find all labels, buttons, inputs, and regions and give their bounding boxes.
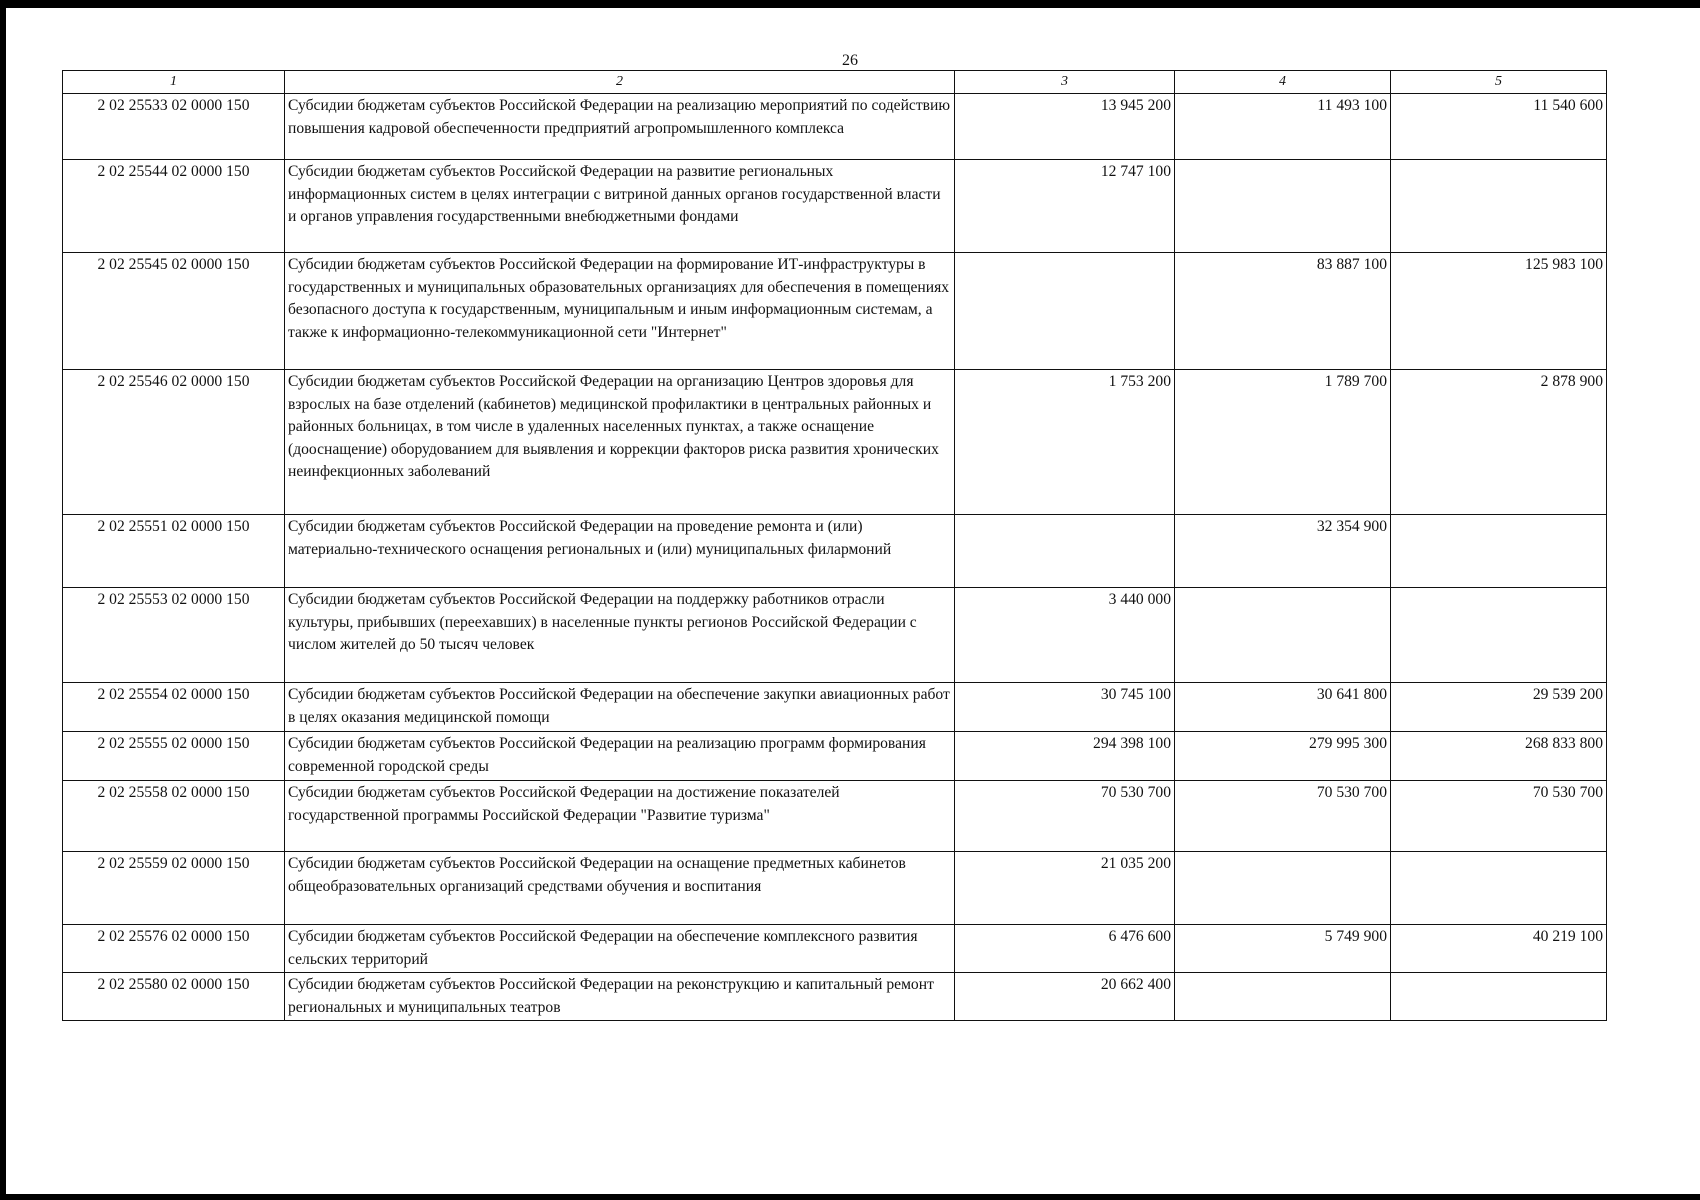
row-value-col3: 294 398 100	[955, 732, 1175, 781]
table-row	[63, 94, 1607, 160]
row-name: Субсидии бюджетам субъектов Российской Федерации на реализацию мероприятий по содействию повышения кадровой обеспеченности предприятий агропромышленного комплекса	[285, 94, 955, 160]
row-value-col5: 125 983 100	[1391, 253, 1607, 370]
row-code: 2 02 25551 02 0000 150	[63, 515, 285, 588]
page-number: 26	[842, 52, 858, 69]
table-row	[63, 973, 1607, 1021]
scan-border-top	[0, 0, 1700, 8]
table-header-row	[63, 71, 1607, 94]
row-value-col3: 3 440 000	[955, 588, 1175, 683]
row-value-col3: 30 745 100	[955, 683, 1175, 732]
table-row	[63, 160, 1607, 253]
row-value-col3: 12 747 100	[955, 160, 1175, 253]
row-value-col4	[1175, 852, 1391, 925]
row-value-col5	[1391, 515, 1607, 588]
row-value-col4: 1 789 700	[1175, 370, 1391, 515]
row-value-col4	[1175, 588, 1391, 683]
row-code: 2 02 25580 02 0000 150	[63, 973, 285, 1021]
row-value-col3: 20 662 400	[955, 973, 1175, 1021]
row-value-col5	[1391, 588, 1607, 683]
table-row	[63, 253, 1607, 370]
row-value-col5: 70 530 700	[1391, 781, 1607, 852]
table-row	[63, 370, 1607, 515]
row-name: Субсидии бюджетам субъектов Российской Федерации на реализацию программ формирования современной городской среды	[285, 732, 955, 781]
row-value-col4: 279 995 300	[1175, 732, 1391, 781]
row-value-col5: 268 833 800	[1391, 732, 1607, 781]
row-value-col3: 1 753 200	[955, 370, 1175, 515]
table-row	[63, 515, 1607, 588]
scan-border-left	[0, 0, 6, 1200]
row-code: 2 02 25555 02 0000 150	[63, 732, 285, 781]
column-header-4: 4	[1175, 71, 1391, 94]
column-header-5: 5	[1391, 71, 1607, 94]
row-value-col4	[1175, 973, 1391, 1021]
row-value-col3: 21 035 200	[955, 852, 1175, 925]
scan-border-bottom	[0, 1194, 1700, 1200]
row-value-col5: 11 540 600	[1391, 94, 1607, 160]
row-value-col3	[955, 515, 1175, 588]
row-code: 2 02 25545 02 0000 150	[63, 253, 285, 370]
row-code: 2 02 25544 02 0000 150	[63, 160, 285, 253]
row-name: Субсидии бюджетам субъектов Российской Федерации на реконструкцию и капитальный ремонт региональных и муниципальных театров	[285, 973, 955, 1021]
row-value-col3	[955, 253, 1175, 370]
row-name: Субсидии бюджетам субъектов Российской Федерации на обеспечение закупки авиационных работ в целях оказания медицинской помощи	[285, 683, 955, 732]
row-name: Субсидии бюджетам субъектов Российской Федерации на достижение показателей государственной программы Российской Федерации "Развитие туризма"	[285, 781, 955, 852]
column-header-3: 3	[955, 71, 1175, 94]
row-name: Субсидии бюджетам субъектов Российской Федерации на проведение ремонта и (или) материально-технического оснащения региональных и (или) муниципальных филармоний	[285, 515, 955, 588]
row-value-col4: 5 749 900	[1175, 925, 1391, 973]
table-row	[63, 781, 1607, 852]
row-value-col4: 32 354 900	[1175, 515, 1391, 588]
row-code: 2 02 25558 02 0000 150	[63, 781, 285, 852]
row-value-col5: 29 539 200	[1391, 683, 1607, 732]
row-value-col4: 30 641 800	[1175, 683, 1391, 732]
row-name: Субсидии бюджетам субъектов Российской Федерации на развитие региональных информационных систем в целях интеграции с витриной данных органов государственной власти и органов управления государственными внебюджетными фондами	[285, 160, 955, 253]
row-value-col4	[1175, 160, 1391, 253]
row-value-col5: 2 878 900	[1391, 370, 1607, 515]
row-code: 2 02 25533 02 0000 150	[63, 94, 285, 160]
row-name: Субсидии бюджетам субъектов Российской Федерации на оснащение предметных кабинетов общеобразовательных организаций средствами обучения и воспитания	[285, 852, 955, 925]
row-value-col4: 70 530 700	[1175, 781, 1391, 852]
row-name: Субсидии бюджетам субъектов Российской Федерации на обеспечение комплексного развития сельских территорий	[285, 925, 955, 973]
column-header-1: 1	[63, 71, 285, 94]
row-code: 2 02 25554 02 0000 150	[63, 683, 285, 732]
table-row	[63, 852, 1607, 925]
row-code: 2 02 25546 02 0000 150	[63, 370, 285, 515]
row-value-col5	[1391, 973, 1607, 1021]
row-value-col5: 40 219 100	[1391, 925, 1607, 973]
row-value-col4: 83 887 100	[1175, 253, 1391, 370]
row-name: Субсидии бюджетам субъектов Российской Федерации на формирование ИТ-инфраструктуры в государственных и муниципальных образовательных организациях для обеспечения в помещениях безопасного доступа к государственным, муниципальным и иным информационным системам, а также к информационно-телекоммуникационной сети "Интернет"	[285, 253, 955, 370]
subsidies-table	[62, 70, 1607, 1021]
row-value-col5	[1391, 852, 1607, 925]
row-value-col3: 70 530 700	[955, 781, 1175, 852]
column-header-2: 2	[285, 71, 955, 94]
table-row	[63, 683, 1607, 732]
row-value-col4: 11 493 100	[1175, 94, 1391, 160]
row-code: 2 02 25559 02 0000 150	[63, 852, 285, 925]
row-name: Субсидии бюджетам субъектов Российской Федерации на организацию Центров здоровья для взрослых на базе отделений (кабинетов) медицинской профилактики в центральных районных и районных больницах, в том числе в удаленных населенных пунктах, а также оснащение (дооснащение) оборудованием для выявления и коррекции факторов риска развития хронических неинфекционных заболеваний	[285, 370, 955, 515]
row-value-col3: 13 945 200	[955, 94, 1175, 160]
row-value-col5	[1391, 160, 1607, 253]
row-code: 2 02 25576 02 0000 150	[63, 925, 285, 973]
row-value-col3: 6 476 600	[955, 925, 1175, 973]
table-row	[63, 732, 1607, 781]
table-row	[63, 925, 1607, 973]
table-row	[63, 588, 1607, 683]
row-code: 2 02 25553 02 0000 150	[63, 588, 285, 683]
row-name: Субсидии бюджетам субъектов Российской Федерации на поддержку работников отрасли культуры, прибывших (переехавших) в населенные пункты регионов Российской Федерации с числом жителей до 50 тысяч человек	[285, 588, 955, 683]
